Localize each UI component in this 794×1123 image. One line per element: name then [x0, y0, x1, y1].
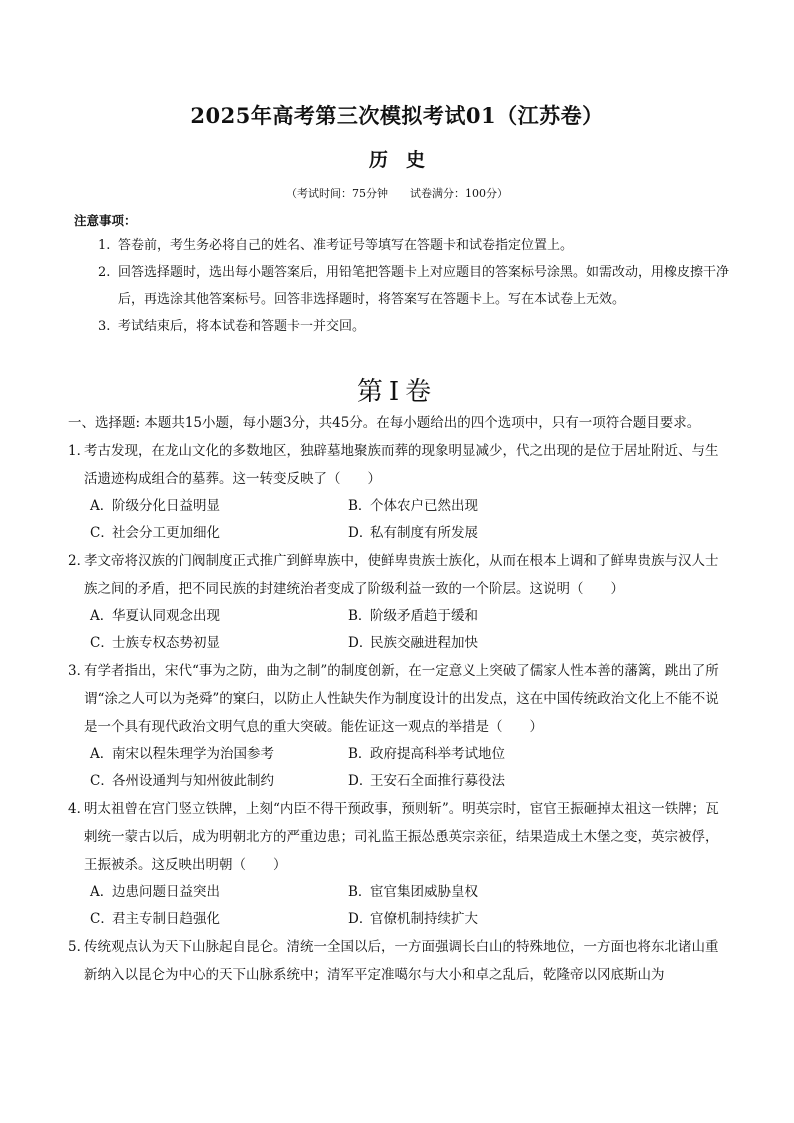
option-d[interactable]: D．私有制度有所发展	[348, 525, 478, 541]
question-number: 1．	[68, 443, 91, 459]
question-stem: 传统观点认为天下山脉起自昆仑。清统一全国以后，一方面强调长白山的特殊地位，一方面也将东北诸山重新纳入以昆仑为中心的天下山脉系统中；清军平定准噶尔与大小和卓之乱后，乾隆帝以冈底斯山为	[84, 939, 719, 983]
notice-heading: 注意事项：	[74, 213, 137, 228]
option-a[interactable]: A．阶级分化日益明显	[90, 498, 220, 514]
option-c[interactable]: C．社会分工更加细化	[90, 525, 220, 541]
notice-item	[98, 313, 734, 340]
section-instruction: 一、选择题: 本题共15小题，每小题3分，共45分。在每小题给出的四个选项中，只有一项符合题目要求。	[68, 415, 701, 431]
subject-title: 历史	[368, 149, 443, 171]
notice-block	[74, 210, 734, 340]
option-grid	[90, 879, 728, 933]
option-a[interactable]: A．华夏认同观念出现	[90, 608, 220, 624]
notice-list	[98, 232, 734, 340]
question-stem: 明太祖曾在宫门竖立铁牌，上刻“内臣不得干预政事，预则斩”。明英宗时，宦官王振砸掉太祖这一铁牌；瓦剌统一蒙古以后，成为明朝北方的严重边患；司礼监王振怂恿英宗亲征，结果造成土木堡之变，英宗被俘，王振被杀。这反映出明朝（ ）	[84, 801, 719, 873]
exam-title: 2025年高考第三次模拟考试01（江苏卷）	[190, 103, 604, 128]
option-grid	[90, 493, 728, 547]
question-2	[68, 547, 728, 657]
notice-item-number: 2.	[98, 265, 111, 280]
option-b[interactable]: B．个体农户已然出现	[348, 498, 478, 514]
option-b[interactable]: B．宦官集团威胁皇权	[348, 884, 478, 900]
question-list	[68, 410, 728, 989]
option-c[interactable]: C．君主专制日趋强化	[90, 911, 220, 927]
question-1	[68, 437, 728, 547]
question-number: 3．	[68, 663, 91, 679]
option-d[interactable]: D．民族交融进程加快	[348, 635, 478, 651]
question-4	[68, 795, 728, 933]
notice-item	[98, 232, 734, 259]
notice-item-text: 回答选择题时，选出每小题答案后，用铅笔把答题卡上对应题目的答案标号涂黑。如需改动，用橡皮擦干净后，再选涂其他答案标号。回答非选择题时，将答案写在答题卡上。写在本试卷上无效。	[118, 265, 730, 307]
question-number: 4．	[68, 801, 91, 817]
notice-item-text: 答卷前，考生务必将自己的姓名、准考证号等填写在答题卡和试卷指定位置上。	[118, 238, 574, 253]
section-title: 第Ⅰ卷	[356, 377, 438, 407]
notice-item-number: 1.	[98, 238, 111, 253]
question-stem: 有学者指出，宋代“事为之防，曲为之制”的制度创新，在一定意义上突破了儒家人性本善的藩篱，跳出了所谓“涂之人可以为尧舜”的窠臼，以防止人性缺失作为制度设计的出发点，这在中国传统政治文化上不能不说是一个具有现代政治文明气息的重大突破。能佐证这一观点的举措是（ ）	[84, 663, 719, 735]
option-b[interactable]: B．政府提高科举考试地位	[348, 746, 505, 762]
question-stem: 考古发现，在龙山文化的多数地区，独辟墓地聚族而葬的现象明显减少，代之出现的是位于居址附近、与生活遗迹构成组合的墓葬。这一转变反映了（ ）	[84, 443, 719, 487]
option-c[interactable]: C．士族专权态势初显	[90, 635, 220, 651]
question-stem: 孝文帝将汉族的门阀制度正式推广到鲜卑族中，使鲜卑贵族士族化，从而在根本上调和了鲜卑贵族与汉人士族之间的矛盾，把不同民族的封建统治者变成了阶级利益一致的一个阶层。这说明（ ）	[84, 553, 719, 597]
notice-item-text: 考试结束后，将本试卷和答题卡一并交回。	[118, 319, 366, 334]
option-a[interactable]: A．边患问题日益突出	[90, 884, 220, 900]
option-grid	[90, 741, 728, 795]
option-b[interactable]: B．阶级矛盾趋于缓和	[348, 608, 478, 624]
notice-item-number: 3.	[98, 319, 111, 334]
notice-item	[98, 259, 734, 313]
question-number: 5．	[68, 939, 91, 955]
question-3	[68, 657, 728, 795]
question-5	[68, 933, 728, 989]
option-grid	[90, 603, 728, 657]
option-d[interactable]: D．官僚机制持续扩大	[348, 911, 478, 927]
option-d[interactable]: D．王安石全面推行募役法	[348, 773, 505, 789]
option-c[interactable]: C．各州设通判与知州彼此制约	[90, 773, 274, 789]
question-number: 2．	[68, 553, 91, 569]
option-a[interactable]: A．南宋以程朱理学为治国参考	[90, 746, 274, 762]
exam-info: （考试时间：75分钟 试卷满分：100分）	[286, 187, 508, 200]
